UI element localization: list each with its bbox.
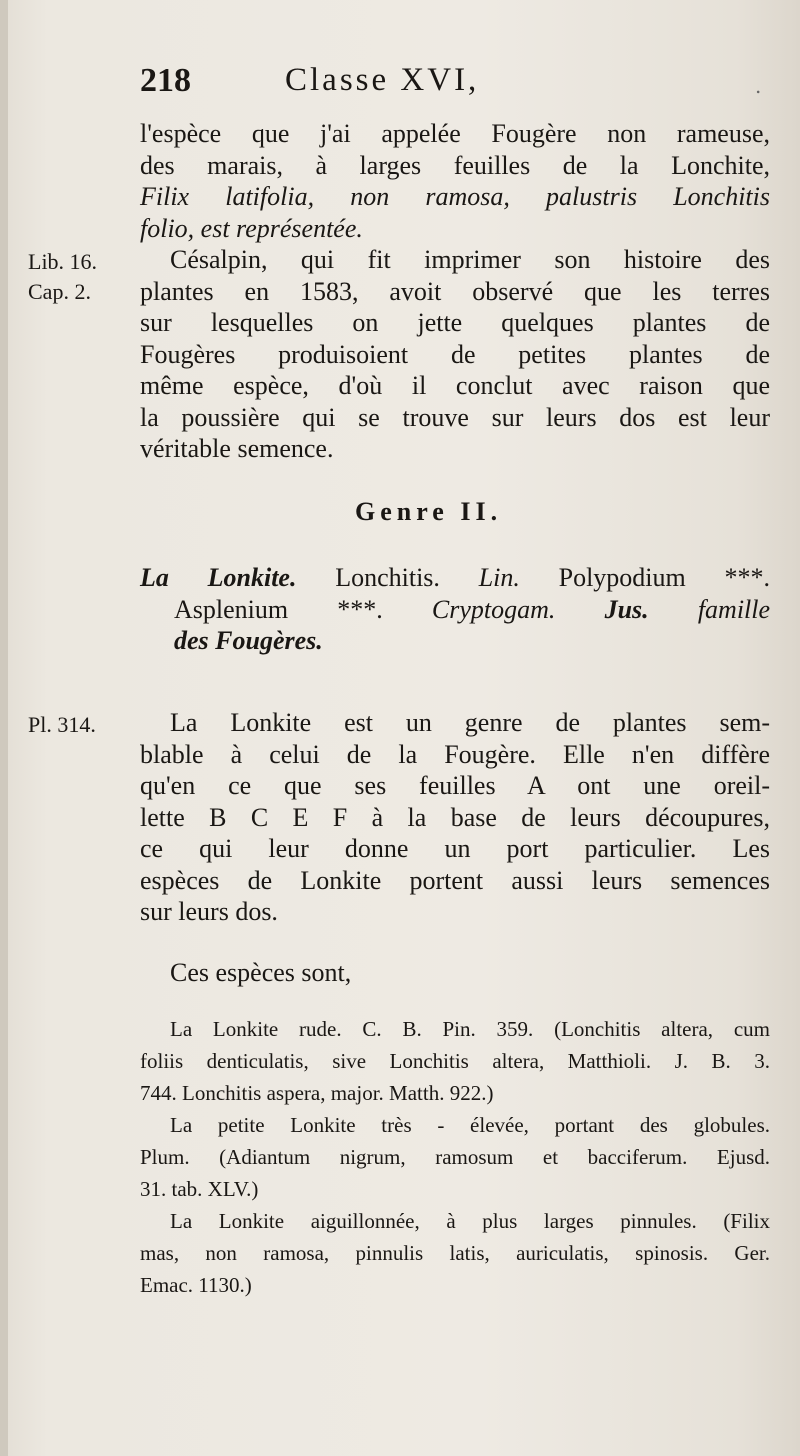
paragraph-fern-species (140, 118, 770, 244)
species-intro: Ces espèces sont, (170, 958, 352, 987)
text-line: la poussière qui se trouve sur leurs dos est leur (140, 402, 770, 432)
species-list (140, 1013, 770, 1301)
text-line: l'espèce que j'ai appelée Fougère non rameuse, (140, 119, 770, 148)
margin-note-lib: Lib. 16. (28, 249, 98, 274)
species-line: mas, non ramosa, pinnulis latis, auriculatis, spinosis. Ger. (140, 1241, 770, 1265)
cryptogam-ref: Cryptogam. (431, 594, 556, 624)
text-line: sur lesquelles on jette quelques plantes de (140, 308, 770, 337)
text-line: ce qui leur donne un port particulier. Les (140, 834, 770, 863)
margin-note-cap: Cap. 2. (28, 279, 91, 304)
species-line: Plum. (Adiantum nigrum, ramosum et bacciferum. Ejusd. (140, 1145, 770, 1169)
species-line: foliis denticulatis, sive Lonchitis altera, Matthioli. J. B. 3. (140, 1049, 770, 1073)
species-line: La Lonkite aiguillonnée, à plus larges pinnules. (Filix (170, 1209, 770, 1233)
text-line: véritable semence. (140, 434, 334, 463)
text-line: Fougères produisoient de petites plantes de (140, 339, 770, 369)
text-line: folio, est représentée. (140, 213, 363, 243)
species-line: La petite Lonkite très - élevée, portant des globules. (170, 1113, 770, 1137)
species-line: 31. tab. XLV.) (140, 1177, 259, 1201)
genre-definition (140, 562, 770, 657)
text-line: La Lonkite est un genre de plantes sem- (170, 708, 770, 737)
text-line: Césalpin, qui fit imprimer son histoire des (170, 245, 770, 274)
genus-latin: Lonchitis. (335, 563, 440, 592)
jus-ref: Jus. (604, 594, 649, 624)
text-line: espèces de Lonkite portent aussi leurs semences (140, 865, 770, 895)
species-line: Emac. 1130.) (140, 1273, 252, 1297)
polypodium-ref: Polypodium ***. (558, 563, 771, 592)
header-dot: . (755, 74, 762, 98)
margin-note-plate: Pl. 314. (28, 712, 96, 737)
genre-heading: Genre II. (355, 497, 503, 526)
page-edge (0, 0, 8, 1456)
paragraph-lonkite (140, 707, 770, 928)
text-line: des marais, à larges feuilles de la Lonchite, (140, 150, 770, 180)
text-line: Filix latifolia, non ramosa, palustris Lonchitis (140, 182, 770, 211)
species-line: 744. Lonchitis aspera, major. Matth. 922.) (140, 1081, 494, 1105)
genre-name: La Lonkite. (140, 563, 297, 592)
text-line: plantes en 1583, avoit observé que les terres (140, 276, 770, 306)
text-line: qu'en ce que ses feuilles A ont une oreil- (140, 771, 770, 800)
family-line: des Fougères. (174, 626, 323, 655)
running-title: Classe XVI, (285, 62, 480, 98)
species-intro-block (140, 957, 770, 989)
text-line: blable à celui de la Fougère. Elle n'en diffère (140, 739, 770, 769)
lin-ref: Lin. (478, 563, 520, 592)
asplenium-ref: Asplenium ***. (174, 594, 383, 624)
paragraph-cesalpin (140, 244, 770, 465)
text-line: sur leurs dos. (140, 897, 278, 926)
page-number: 218 (140, 62, 191, 99)
species-line: La Lonkite rude. C. B. Pin. 359. (Lonchitis altera, cum (170, 1017, 770, 1041)
text-line: lette B C E F à la base de leurs découpures, (140, 802, 770, 832)
text-line: même espèce, d'où il conclut avec raison que (140, 371, 770, 400)
famille-ref: famille (697, 594, 771, 624)
page-header (140, 62, 780, 102)
